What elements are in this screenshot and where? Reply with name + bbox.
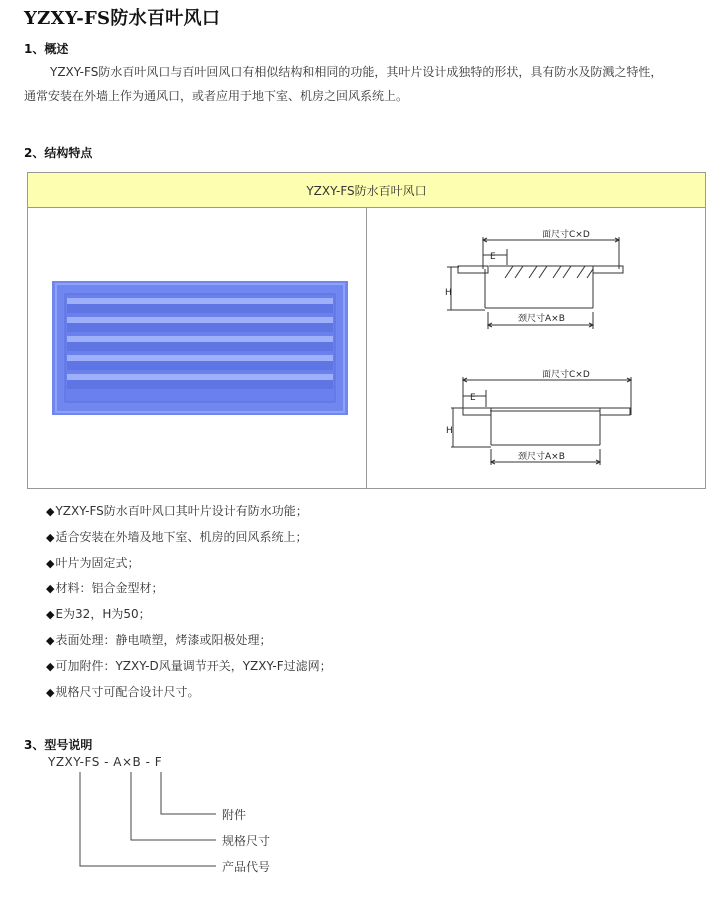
blade-2-shadow bbox=[67, 323, 333, 332]
bottom-face-label: 面尺寸C×D bbox=[542, 370, 590, 380]
overview-line-2: 通常安装在外墙上作为通风口，或者应用于地下室、机房之回风系统上。 bbox=[24, 89, 409, 103]
feature-item: ◆YZXY-FS防水百叶风口其叶片设计有防水功能； bbox=[46, 504, 308, 518]
blade-4-shadow bbox=[67, 361, 333, 370]
overview-heading: 1、概述 bbox=[24, 42, 69, 56]
label-size: 规格尺寸 bbox=[222, 834, 271, 848]
blade-3 bbox=[67, 336, 333, 342]
feature-item: ◆规格尺寸可配合设计尺寸。 bbox=[46, 684, 200, 699]
bottom-e-label: E bbox=[470, 393, 476, 403]
grille-blades bbox=[67, 298, 333, 389]
overview-line-1: YZXY-FS防水百叶风口与百叶回风口有相似结构和相同的功能，其叶片设计成独特的形状，具有防水及防溅之特性， bbox=[50, 65, 663, 79]
table-header: YZXY-FS防水百叶风口 bbox=[28, 173, 705, 208]
blade-4 bbox=[67, 355, 333, 361]
bullet-icon: ◆ bbox=[46, 530, 55, 544]
blade-3-shadow bbox=[67, 342, 333, 351]
bullet-icon: ◆ bbox=[46, 633, 55, 647]
bullet-icon: ◆ bbox=[46, 685, 55, 699]
blade-5 bbox=[67, 374, 333, 380]
top-neck-label: 颈尺寸A×B bbox=[518, 314, 565, 324]
feature-item: ◆叶片为固定式； bbox=[46, 555, 140, 570]
leader-accessory bbox=[161, 772, 216, 814]
leader-product-code bbox=[80, 772, 216, 866]
blade-5-shadow bbox=[67, 380, 333, 389]
bottom-neck-label: 颈尺寸A×B bbox=[518, 452, 565, 462]
blade-1-shadow bbox=[67, 304, 333, 313]
top-h-label: H bbox=[445, 288, 452, 298]
structure-table bbox=[27, 172, 706, 489]
bullet-icon: ◆ bbox=[46, 505, 55, 518]
feature-list bbox=[46, 499, 332, 705]
blade-2 bbox=[67, 317, 333, 323]
structure-heading: 2、结构特点 bbox=[24, 146, 93, 160]
bullet-icon: ◆ bbox=[46, 556, 55, 570]
model-heading: 3、型号说明 bbox=[24, 738, 93, 752]
leader-size bbox=[131, 772, 216, 840]
bottom-h-label: H bbox=[446, 426, 453, 436]
model-code: YZXY-FS - A×B - F bbox=[48, 755, 163, 769]
label-product-code: 产品代号 bbox=[222, 860, 271, 874]
label-accessory: 附件 bbox=[222, 808, 247, 822]
top-e-label: E bbox=[490, 252, 496, 262]
feature-item: ◆适合安装在外墙及地下室、机房的回风系统上； bbox=[46, 529, 308, 544]
dimension-drawing bbox=[367, 207, 705, 489]
bullet-icon: ◆ bbox=[46, 659, 55, 673]
feature-item: ◆可加附件：YZXY-D风量调节开关，YZXY-F过滤网； bbox=[46, 658, 332, 673]
bullet-icon: ◆ bbox=[46, 608, 55, 622]
feature-item: ◆材料：铝合金型材； bbox=[46, 581, 164, 596]
page-title: YZXY-FS防水百叶风口 bbox=[24, 8, 221, 29]
bullet-icon: ◆ bbox=[46, 582, 55, 596]
feature-item: ◆表面处理：静电喷塑，烤漆或阳极处理； bbox=[46, 632, 272, 647]
blade-1 bbox=[67, 298, 333, 304]
top-face-label: 面尺寸C×D bbox=[542, 230, 590, 240]
feature-item: ◆E为32，H为50； bbox=[46, 607, 151, 622]
overview-text bbox=[24, 60, 704, 108]
grille-photo bbox=[52, 281, 348, 415]
